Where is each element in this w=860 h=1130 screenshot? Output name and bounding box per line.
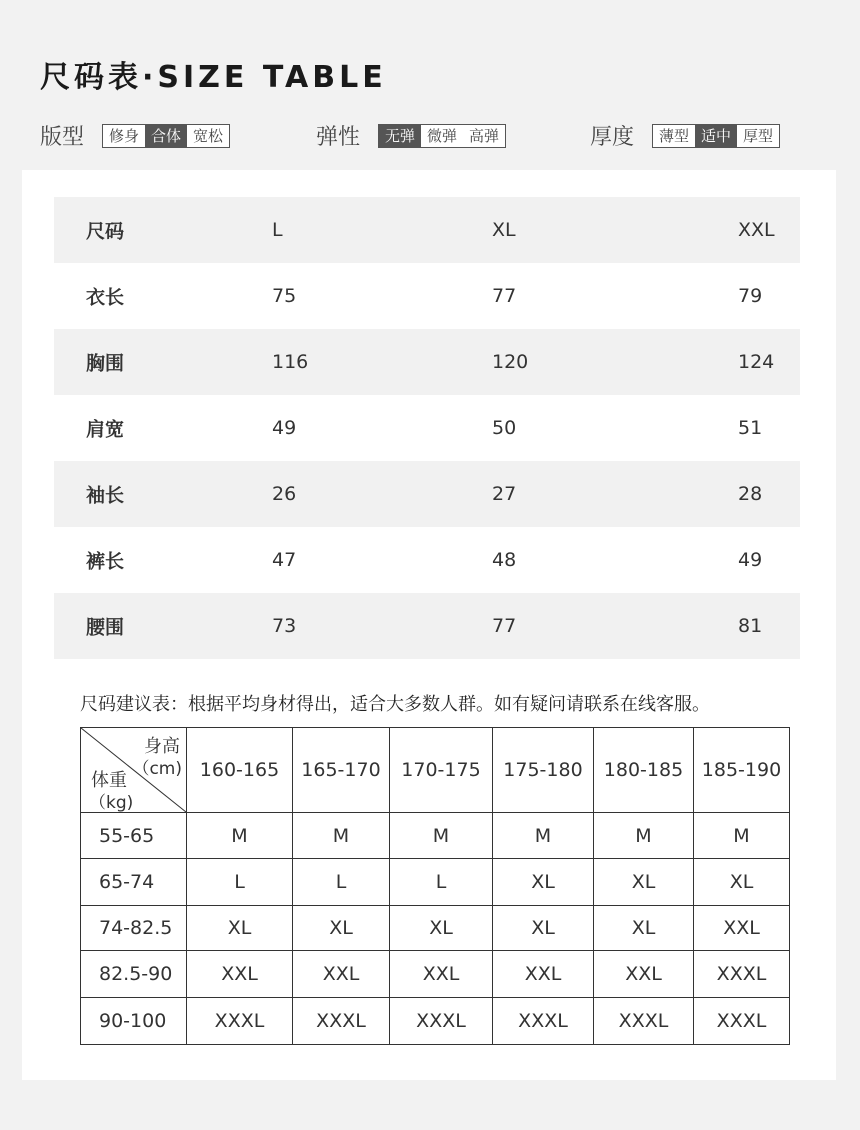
size-cell: XL: [594, 906, 694, 951]
size-cell: XXXL: [594, 998, 694, 1045]
cell-value: 48: [492, 549, 517, 571]
height-range: 165-170: [293, 728, 390, 813]
size-cell: XXL: [594, 951, 694, 998]
cell-value: 27: [492, 483, 517, 505]
height-range: 180-185: [594, 728, 694, 813]
cell-value: 124: [738, 351, 775, 373]
size-cell: M: [293, 813, 390, 859]
cell-value: 73: [272, 615, 297, 637]
stretch-option-slight: 微弹: [421, 125, 463, 147]
cell-value: 49: [272, 417, 297, 439]
stretch-label: 弹性: [316, 125, 361, 150]
header-size-l: L: [272, 219, 283, 241]
table-row: [54, 461, 800, 527]
size-cell: XXXL: [390, 998, 493, 1045]
row-label: 裤长: [86, 550, 125, 573]
fit-options: [102, 124, 230, 148]
size-cell: XL: [493, 906, 594, 951]
row-label: 肩宽: [86, 418, 125, 441]
size-table-header: [54, 197, 800, 263]
thickness-label: 厚度: [590, 125, 635, 150]
weight-range: 82.5-90: [81, 951, 187, 998]
weight-range: 55-65: [81, 813, 187, 859]
height-label: 身高: [144, 736, 180, 757]
cell-value: 77: [492, 615, 517, 637]
recommendation-note: 尺码建议表：根据平均身材得出，适合大多数人群。如有疑问请联系在线客服。: [80, 694, 710, 715]
cell-value: 28: [738, 483, 763, 505]
size-cell: XXXL: [493, 998, 594, 1045]
size-cell: L: [293, 859, 390, 906]
size-cell: M: [187, 813, 293, 859]
stretch-option-high: 高弹: [463, 125, 505, 147]
size-cell: XXXL: [694, 998, 790, 1045]
size-cell: XXL: [293, 951, 390, 998]
cell-value: 75: [272, 285, 297, 307]
attribute-row: [0, 120, 860, 152]
stretch-options: [378, 124, 506, 148]
size-cell: XXL: [390, 951, 493, 998]
recommendation-table: [80, 727, 790, 1045]
fit-option-loose: 宽松: [187, 125, 229, 147]
size-cell: XL: [390, 906, 493, 951]
fit-label: 版型: [40, 125, 85, 150]
header-size-xl: XL: [492, 219, 516, 241]
weight-label: 体重: [91, 770, 127, 791]
fit-option-regular: 合体: [145, 125, 187, 147]
size-cell: XXXL: [187, 998, 293, 1045]
size-cell: M: [493, 813, 594, 859]
size-cell: L: [187, 859, 293, 906]
size-cell: XXL: [694, 906, 790, 951]
size-panel: [22, 170, 836, 1080]
cell-value: 81: [738, 615, 763, 637]
table-row: [54, 263, 800, 329]
size-cell: XL: [594, 859, 694, 906]
height-range: 185-190: [694, 728, 790, 813]
size-cell: L: [390, 859, 493, 906]
cell-value: 120: [492, 351, 529, 373]
stretch-attribute: [316, 120, 506, 151]
thickness-options: [652, 124, 780, 148]
size-cell: M: [390, 813, 493, 859]
table-row: [81, 998, 790, 1045]
cell-value: 79: [738, 285, 763, 307]
size-cell: XXL: [493, 951, 594, 998]
row-label: 衣长: [86, 286, 125, 309]
stretch-option-none: 无弹: [379, 125, 421, 147]
weight-range: 74-82.5: [81, 906, 187, 951]
thickness-option-thin: 薄型: [653, 125, 695, 147]
row-label: 腰围: [86, 616, 125, 639]
cell-value: 77: [492, 285, 517, 307]
corner-cell: [81, 728, 187, 813]
table-row: [54, 395, 800, 461]
fit-attribute: [40, 120, 230, 151]
thickness-option-medium: 适中: [695, 125, 737, 147]
page-title: 尺码表·SIZE TABLE: [40, 60, 387, 95]
cell-value: 26: [272, 483, 297, 505]
table-row: [81, 906, 790, 951]
row-label: 袖长: [86, 484, 125, 507]
height-range: 160-165: [187, 728, 293, 813]
thickness-attribute: [590, 120, 780, 151]
row-label: 胸围: [86, 352, 125, 375]
table-row: [81, 813, 790, 859]
weight-unit: （kg): [89, 793, 134, 813]
size-cell: XL: [694, 859, 790, 906]
fit-option-slim: 修身: [103, 125, 145, 147]
table-row: [54, 329, 800, 395]
size-table: [54, 197, 800, 659]
thickness-option-thick: 厚型: [737, 125, 779, 147]
table-row: [54, 593, 800, 659]
size-cell: XXXL: [694, 951, 790, 998]
recommendation-header-row: [81, 728, 790, 813]
table-row: [81, 951, 790, 998]
height-range: 175-180: [493, 728, 594, 813]
header-size-xxl: XXL: [738, 219, 775, 241]
size-cell: M: [694, 813, 790, 859]
cell-value: 51: [738, 417, 763, 439]
cell-value: 116: [272, 351, 309, 373]
size-cell: XXL: [187, 951, 293, 998]
height-unit: （cm): [132, 759, 182, 779]
cell-value: 49: [738, 549, 763, 571]
size-cell: XXXL: [293, 998, 390, 1045]
size-cell: M: [594, 813, 694, 859]
weight-range: 90-100: [81, 998, 187, 1045]
size-cell: XL: [293, 906, 390, 951]
table-row: [81, 859, 790, 906]
size-cell: XL: [187, 906, 293, 951]
cell-value: 47: [272, 549, 297, 571]
table-row: [54, 527, 800, 593]
height-range: 170-175: [390, 728, 493, 813]
weight-range: 65-74: [81, 859, 187, 906]
cell-value: 50: [492, 417, 517, 439]
header-size-label: 尺码: [86, 220, 125, 243]
size-cell: XL: [493, 859, 594, 906]
